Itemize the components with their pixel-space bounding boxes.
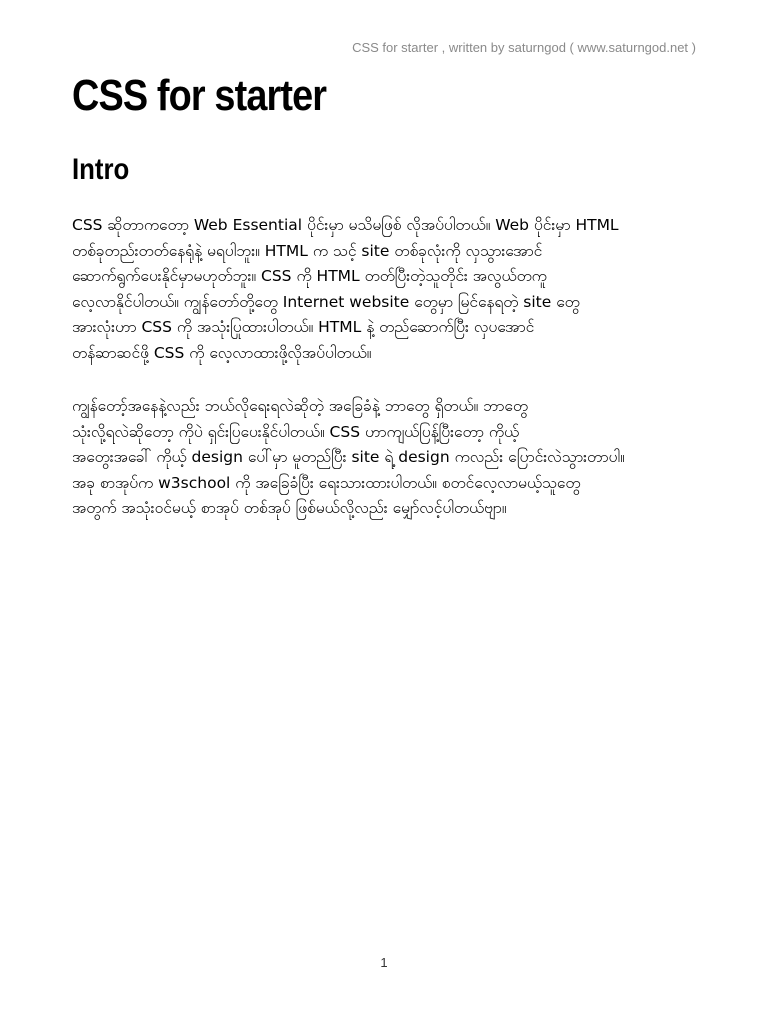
paragraph-line: အားလုံးဟာ CSS ကို အသုံးပြုထားပါတယ်။ HTML နဲ့ တည်ဆောက်ပြီး လှပအောင် bbox=[72, 318, 535, 337]
paragraph-line: အခု စာအုပ်က w3school ကို အခြေခံပြီး ရေးသားထားပါတယ်။ စတင်လေ့လာမယ့်သူတွေ bbox=[72, 473, 581, 492]
paragraph-line: ကျွန်တော့်အနေနဲ့လည်း ဘယ်လိုရေးရလဲဆိုတဲ့ အခြေခံနဲ့ ဘာတွေ ရှိတယ်။ ဘာတွေ bbox=[72, 397, 528, 415]
document-title: CSS for starter bbox=[72, 71, 327, 120]
paragraph-line: တန်ဆာဆင်ဖို့ CSS ကို လေ့လာထားဖို့လိုအပ်ပါတယ်။ bbox=[72, 343, 372, 362]
paragraph-line: တစ်ခုတည်းတတ်နေရုံနဲ့ မရပါဘူး။ HTML က သင့် site တစ်ခုလုံးကို လှသွားအောင် bbox=[72, 241, 543, 260]
running-header: CSS for starter , written by saturngod ( www.saturngod.net ) bbox=[352, 40, 696, 55]
paragraph-line: အတွက် အသုံးဝင်မယ့် စာအုပ် တစ်အုပ် ဖြစ်မယ်လို့လည်း မျှော်လင့်ပါတယ်ဗျာ။ bbox=[72, 499, 507, 518]
paragraph-line: အတွေးအခေါ် ကိုယ့် design ပေါ်မှာ မူတည်ပြီး site ရဲ့ design ကလည်း ပြောင်းလဲသွားတာပါ။ bbox=[72, 448, 625, 467]
section-heading-intro: Intro bbox=[72, 153, 130, 186]
intro-paragraph-1 bbox=[72, 213, 672, 367]
paragraph-line: သုံးလို့ရလဲဆိုတော့ ကိုပဲ ရှင်းပြပေးနိုင်ပါတယ်။ CSS ဟာကျယ်ပြန့်ပြီးတော့ ကိုယ့် bbox=[72, 422, 520, 441]
paragraph-line: ဆောက်ရွက်ပေးနိုင်မှာမဟုတ်ဘူး။ CSS ကို HTML တတ်ပြီးတဲ့သူတိုင်း အလွယ်တကူ bbox=[72, 267, 547, 286]
paragraph-line: လေ့လာနိုင်ပါတယ်။ ကျွန်တော်တို့တွေ Internet website တွေမှာ မြင်နေရတဲ့ site တွေ bbox=[72, 292, 580, 311]
page-number: 1 bbox=[380, 955, 388, 970]
intro-paragraph-2 bbox=[72, 394, 672, 522]
paragraph-line: CSS ဆိုတာကတော့ Web Essential ပိုင်းမှာ မသိမဖြစ် လိုအပ်ပါတယ်။ Web ပိုင်းမှာ HTML bbox=[72, 216, 619, 234]
